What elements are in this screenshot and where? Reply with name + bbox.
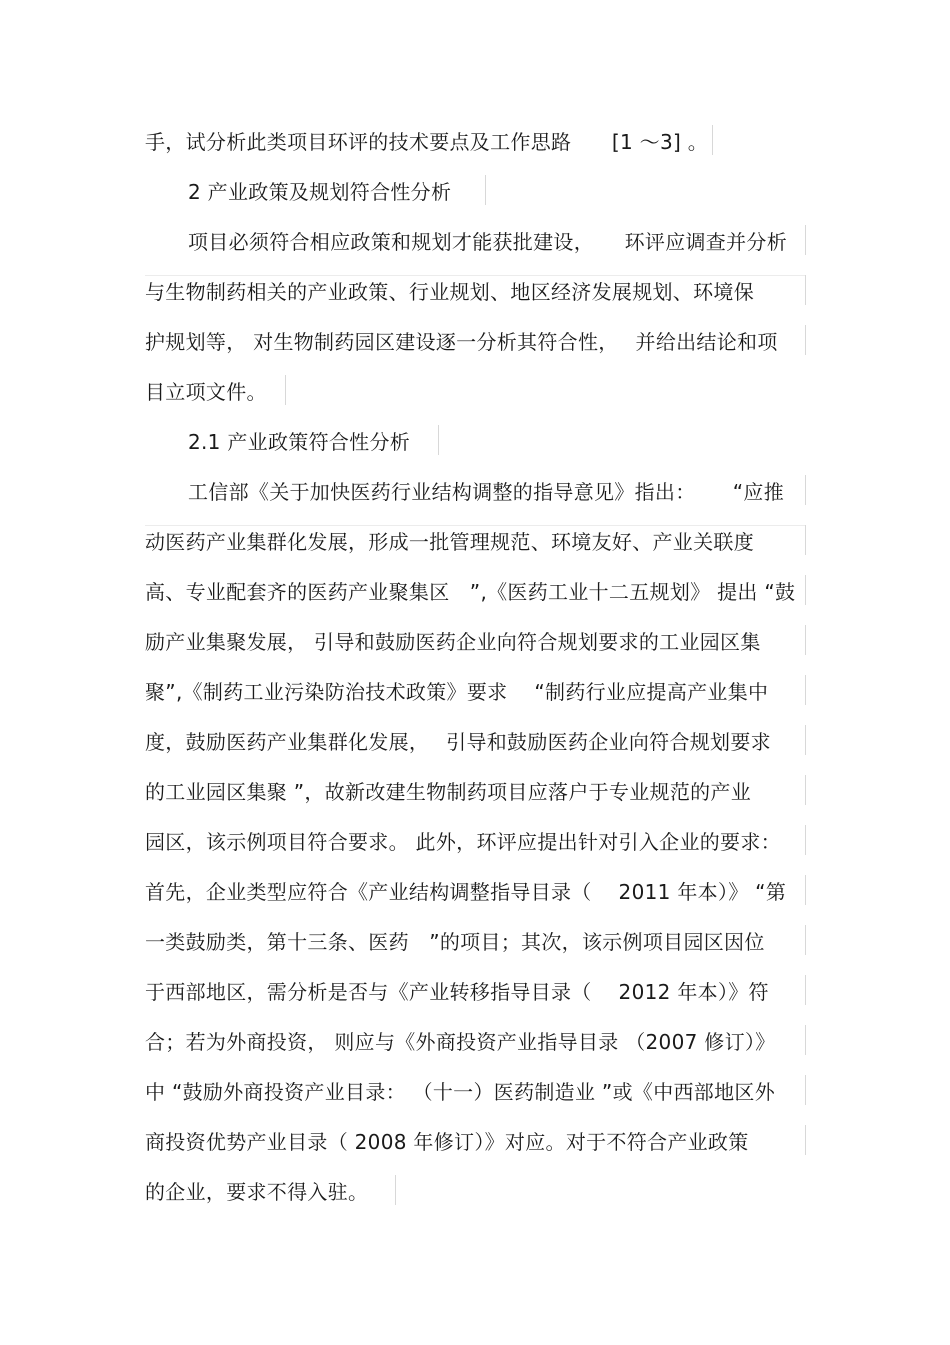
line-marker: [805, 925, 807, 955]
paragraph-line: [145, 975, 769, 1009]
paragraph-line: [145, 875, 786, 909]
text: 聚”,《制药工业污染防治技术政策》要求 “制药行业应提高产业集中: [145, 680, 769, 704]
paragraph-line: [145, 575, 795, 609]
line-marker: [485, 175, 487, 205]
text: 商投资优势产业目录（ 2008 年修订）》对应。对于不符合产业政策: [145, 1130, 749, 1154]
line-marker: [805, 1125, 807, 1155]
line-marker: [805, 225, 807, 255]
section-heading-2-1: [188, 425, 410, 459]
text: 励产业集聚发展， 引导和鼓励医药企业向符合规划要求的工业园区集: [145, 630, 761, 654]
line-marker: [805, 1075, 807, 1105]
paragraph-line: [145, 775, 751, 809]
text: 度，鼓励医药产业集群化发展， 引导和鼓励医药企业向符合规划要求: [145, 730, 771, 754]
text-line-continuation: [145, 125, 708, 159]
text: 的工业园区集聚 ”，故新改建生物制药项目应落户于专业规范的产业: [145, 780, 752, 804]
paragraph-line: [145, 1075, 775, 1109]
line-marker: [805, 675, 807, 705]
paragraph-line: [145, 1025, 775, 1059]
text: 与生物制药相关的产业政策、行业规划、地区经济发展规划、环境保: [145, 280, 754, 304]
line-marker: [805, 875, 807, 905]
line-marker: [285, 375, 287, 405]
text: 首先，企业类型应符合《产业结构调整指导目录（ 2011 年本）》 “第: [145, 880, 787, 904]
text: 高、专业配套齐的医药产业聚集区 ”,《医药工业十二五规划》 提出 “鼓: [145, 580, 796, 604]
text: 合；若为外商投资， 则应与《外商投资产业指导目录 （2007 修订）》: [145, 1030, 776, 1054]
line-marker: [805, 475, 807, 505]
paragraph-line: [145, 725, 771, 759]
line-marker: [805, 575, 807, 605]
line-marker: [805, 725, 807, 755]
paragraph-line: [145, 275, 754, 309]
line-marker: [805, 1025, 807, 1055]
paragraph-line: [188, 225, 787, 259]
paragraph-line: [145, 1125, 749, 1159]
line-marker: [805, 325, 807, 355]
text: 手，试分析此类项目环评的技术要点及工作思路 [1 ～3] 。: [145, 130, 709, 154]
text: 于西部地区，需分析是否与《产业转移指导目录（ 2012 年本）》符: [145, 980, 769, 1004]
line-marker: [805, 975, 807, 1005]
text: 项目必须符合相应政策和规划才能获批建设， 环评应调查并分析: [188, 230, 787, 254]
line-marker: [805, 825, 807, 855]
text: 动医药产业集群化发展，形成一批管理规范、环境友好、产业关联度: [145, 530, 754, 554]
line-marker: [438, 425, 440, 455]
paragraph-line: [145, 525, 754, 559]
heading-text: 2.1 产业政策符合性分析: [188, 430, 411, 454]
text: 一类鼓励类，第十三条、医药 ”的项目；其次，该示例项目园区因位: [145, 930, 765, 954]
paragraph-line: [145, 325, 778, 359]
text: 护规划等， 对生物制药园区建设逐一分析其符合性， 并给出结论和项: [145, 330, 778, 354]
line-marker: [805, 775, 807, 805]
heading-text: 2 产业政策及规划符合性分析: [188, 180, 452, 204]
line-marker: [712, 125, 714, 155]
paragraph-line: [145, 625, 761, 659]
paragraph-line: [145, 675, 768, 709]
text: 目立项文件。: [145, 380, 267, 404]
paragraph-line: [145, 925, 765, 959]
paragraph-line: [145, 1175, 368, 1209]
text: 园区，该示例项目符合要求。 此外，环评应提出针对引入企业的要求：: [145, 830, 781, 854]
line-marker: [805, 275, 807, 305]
paragraph-line: [145, 825, 781, 859]
paragraph-line: [145, 375, 267, 409]
text: 的企业，要求不得入驻。: [145, 1180, 369, 1204]
section-heading-2: [188, 175, 451, 209]
line-marker: [395, 1175, 397, 1205]
line-marker: [805, 525, 807, 555]
paragraph-line: [188, 475, 784, 509]
text: 中 “鼓励外商投资产业目录： （十一）医药制造业 ”或《中西部地区外: [145, 1080, 775, 1104]
text: 工信部《关于加快医药行业结构调整的指导意见》指出： “应推: [188, 480, 785, 504]
line-marker: [805, 625, 807, 655]
